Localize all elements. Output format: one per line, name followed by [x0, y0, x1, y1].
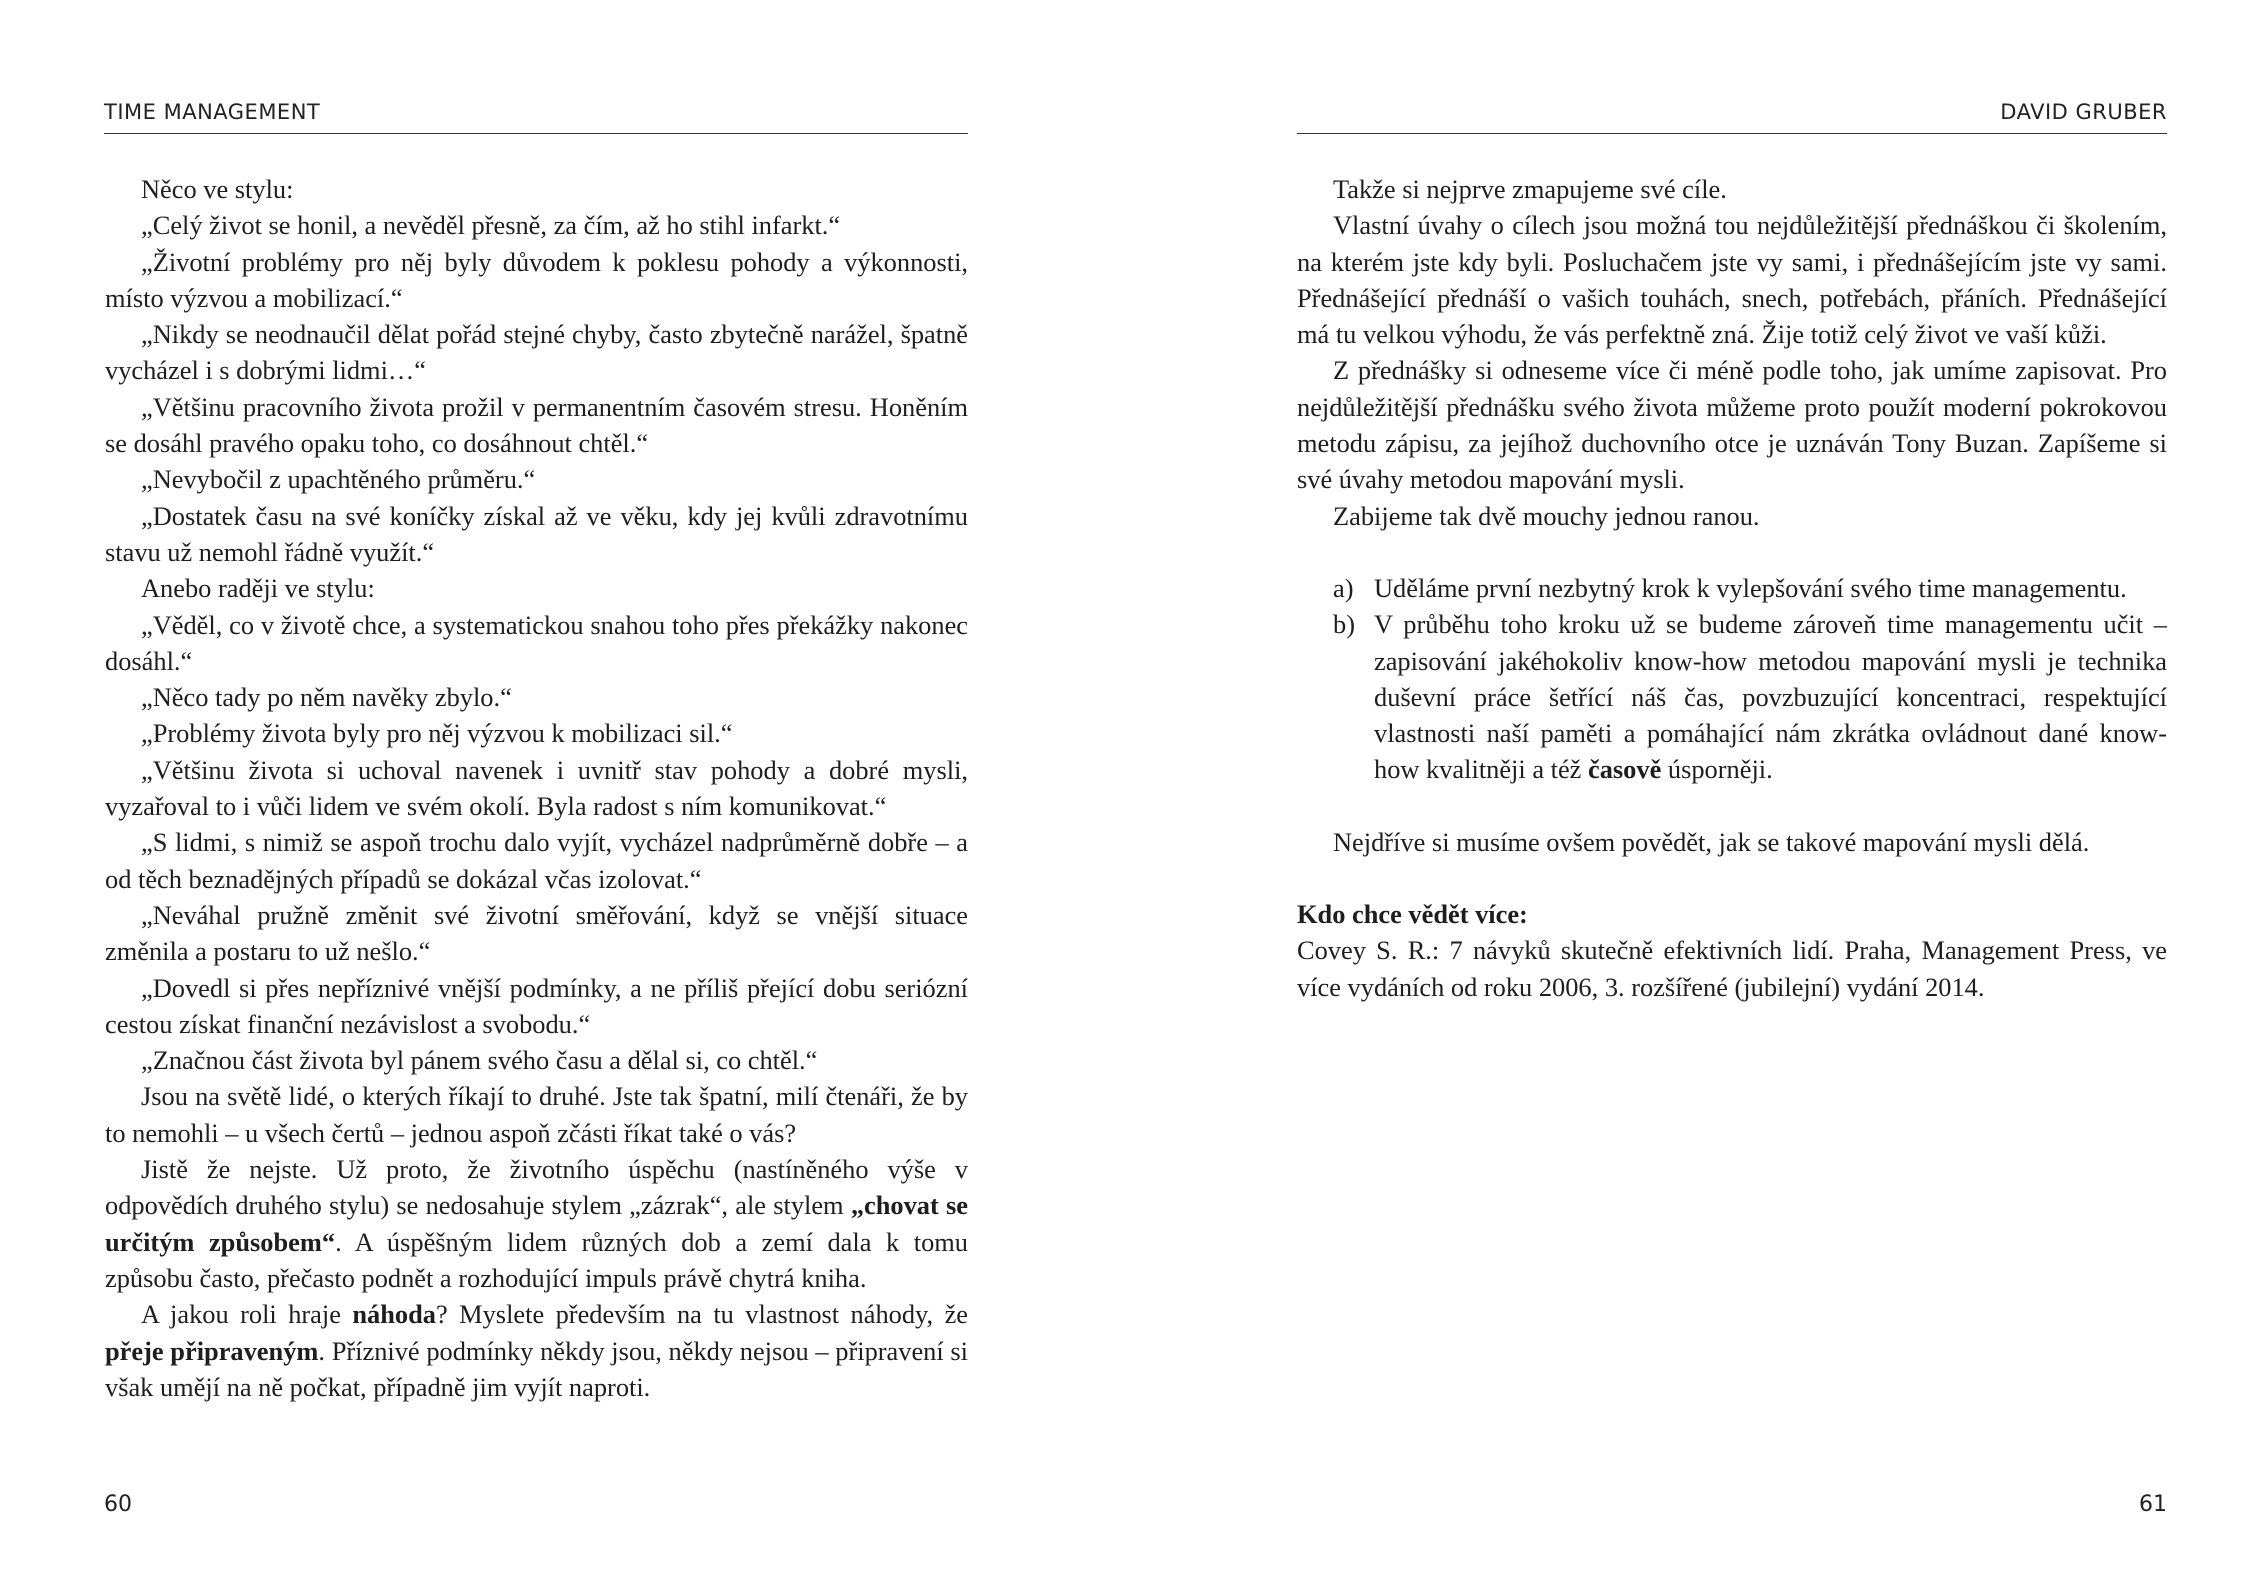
header-rule-left [104, 133, 968, 134]
paragraph: „Něco tady po něm navěky zbylo.“ [141, 682, 512, 713]
paragraph: „Problémy života byly pro něj výzvou k mobilizaci sil.“ [141, 718, 733, 749]
paragraph: „Dovedl si přes nepříznivé vnější podmínky, a ne příliš přející dobu seriózní cestou získat finanční nezávislost a svobodu.“ [105, 972, 968, 1039]
list-item-text: Uděláme první nezbytný krok k vylepšování svého time managementu. [1374, 572, 2127, 603]
right-page [1129, 0, 2257, 1588]
paragraph: Vlastní úvahy o cílech jsou možná tou nejdůležitější přednáškou či školením, na kterém jste kdy byli. Posluchačem jste vy sami, i přednášejícím jste vy sami. Přednášející přednáší o vašich touhách, snech, potřebách, přáních. Přednášející má tu velkou výhodu, že vás perfektně zná. Žije totiž celý život ve vaší kůži. [1297, 210, 2167, 350]
text-run: Jistě že nejste. Už proto, že životního úspěchu (nastíněného výše v odpovědích druhého stylu) se nedosahuje stylem „zázrak“, ale stylem [105, 1154, 968, 1221]
paragraph: „Značnou část života byl pánem svého času a dělal si, co chtěl.“ [141, 1045, 818, 1076]
further-reading-heading: Kdo chce vědět více: [1297, 899, 1528, 930]
spacer [1297, 860, 2167, 896]
paragraph-success-style [105, 1151, 968, 1296]
paragraph: Anebo raději ve stylu: [141, 573, 375, 604]
paragraph: „Neváhal pružně změnit své životní směřování, když se vnější situace změnila a postaru to už nešlo.“ [105, 899, 968, 967]
paragraph: „Celý život se honil, a nevěděl přesně, za čím, až ho stihl infarkt.“ [141, 210, 841, 241]
text-run: A jakou roli hraje [141, 1299, 353, 1330]
text-run: úsporněji. [1661, 754, 1773, 785]
bold-run: náhoda [352, 1299, 436, 1330]
paragraph: „Věděl, co v životě chce, a systematickou snahou toho přes překážky nakonec dosáhl.“ [105, 609, 968, 676]
list-marker: b) [1333, 609, 1355, 640]
text-run: . Příznivé podmínky někdy jsou, někdy nejsou – připravení si však umějí na ně počkat, případně jim vyjít naproti. [105, 1335, 969, 1402]
paragraph: Něco ve stylu: [141, 174, 294, 204]
bold-run: „chovat se určitým způsobem“ [105, 1190, 968, 1257]
left-page [0, 0, 1128, 1588]
paragraph: Zabijeme tak dvě mouchy jednou ranou. [1333, 500, 1760, 531]
text-run: ? Myslete především na tu vlastnost náhody, že [436, 1299, 968, 1330]
spacer [1297, 788, 2167, 824]
paragraph: „S lidmi, s nimiž se aspoň trochu dalo vyjít, vycházel nadprůměrně dobře – a od těch beznadějných případů se dokázal včas izolovat.“ [105, 827, 968, 894]
paragraph-chance [105, 1296, 968, 1405]
header-rule-right [1297, 133, 2167, 134]
paragraph: Takže si nejprve zmapujeme své cíle. [1333, 174, 1727, 204]
paragraph: „Většinu pracovního života prožil v permanentním časovém stresu. Honěním se dosáhl pravého opaku toho, co dosáhnout chtěl.“ [105, 391, 968, 459]
text-run: . A úspěšným lidem různých dob a zemí dala k tomu způsobu často, přečasto podnět a rozhodující impuls právě chytrá kniha. [105, 1226, 968, 1293]
page-number-left: 60 [104, 1492, 132, 1517]
list-item-text [1374, 606, 2167, 787]
right-page-body [1297, 171, 2167, 1005]
paragraph: Jsou na světě lidé, o kterých říkají to druhé. Jste tak špatní, milí čtenáři, že by to nemohli – u všech čertů – jednou aspoň zčásti říkat také o vás? [105, 1081, 968, 1148]
running-head-right: DAVID GRUBER [2000, 100, 2167, 124]
list-item [1297, 606, 2167, 787]
list-item [1297, 570, 2167, 606]
running-head-left: TIME MANAGEMENT [104, 100, 321, 124]
list-marker: a) [1333, 572, 1354, 603]
paragraph: „Nevybočil z upachtěného průměru.“ [141, 464, 536, 495]
bold-run: časově [1588, 754, 1662, 785]
paragraph: „Životní problémy pro něj byly důvodem k poklesu pohody a výkonnosti, místo výzvou a mobilizací.“ [105, 246, 968, 313]
paragraph: „Dostatek času na své koníčky získal až ve věku, kdy jej kvůli zdravotnímu stavu už nemohl řádně využít.“ [105, 500, 968, 567]
paragraph: Z přednášky si odneseme více či méně podle toho, jak umíme zapisovat. Pro nejdůležitější přednášku svého života můžeme proto použít moderní pokrokovou metodu zápisu, za jejíhož duchovního otce je uznáván Tony Buzan. Zapíšeme si své úvahy metodou mapování mysli. [1297, 355, 2167, 495]
goal-list [1297, 570, 2167, 788]
page-number-right: 61 [2139, 1492, 2167, 1517]
spacer [1297, 534, 2167, 570]
paragraph: „Nikdy se neodnaučil dělat pořád stejné chyby, často zbytečně narážel, špatně vycházel i s dobrými lidmi…“ [105, 319, 968, 386]
text-run: V průběhu toho kroku už se budeme zároveň time managementu učit – zapisování jakéhokoliv know-how metodou mapování mysli je technika duševní práce šetřící náš čas, povzbuzující koncentraci, respektující vlastnosti naší paměti a pomáhající nám zkrátka ovládnout dané know-how kvalitněji a též [1374, 609, 2167, 785]
further-reading-reference: Covey S. R.: 7 návyků skutečně efektivních lidí. Praha, Management Press, ve více vydáních od roku 2006, 3. rozšířené (jubilejní) vydání 2014. [1297, 935, 2167, 1002]
paragraph: „Většinu života si uchoval navenek i uvnitř stav pohody a dobré mysli, vyzařoval to i vůči lidem ve svém okolí. Byla radost s ním komunikovat.“ [105, 754, 968, 822]
bold-run: přeje připraveným [105, 1335, 319, 1366]
closing-paragraph: Nejdříve si musíme ovšem povědět, jak se takové mapování mysli dělá. [1333, 826, 2090, 857]
left-page-body [105, 171, 968, 1405]
